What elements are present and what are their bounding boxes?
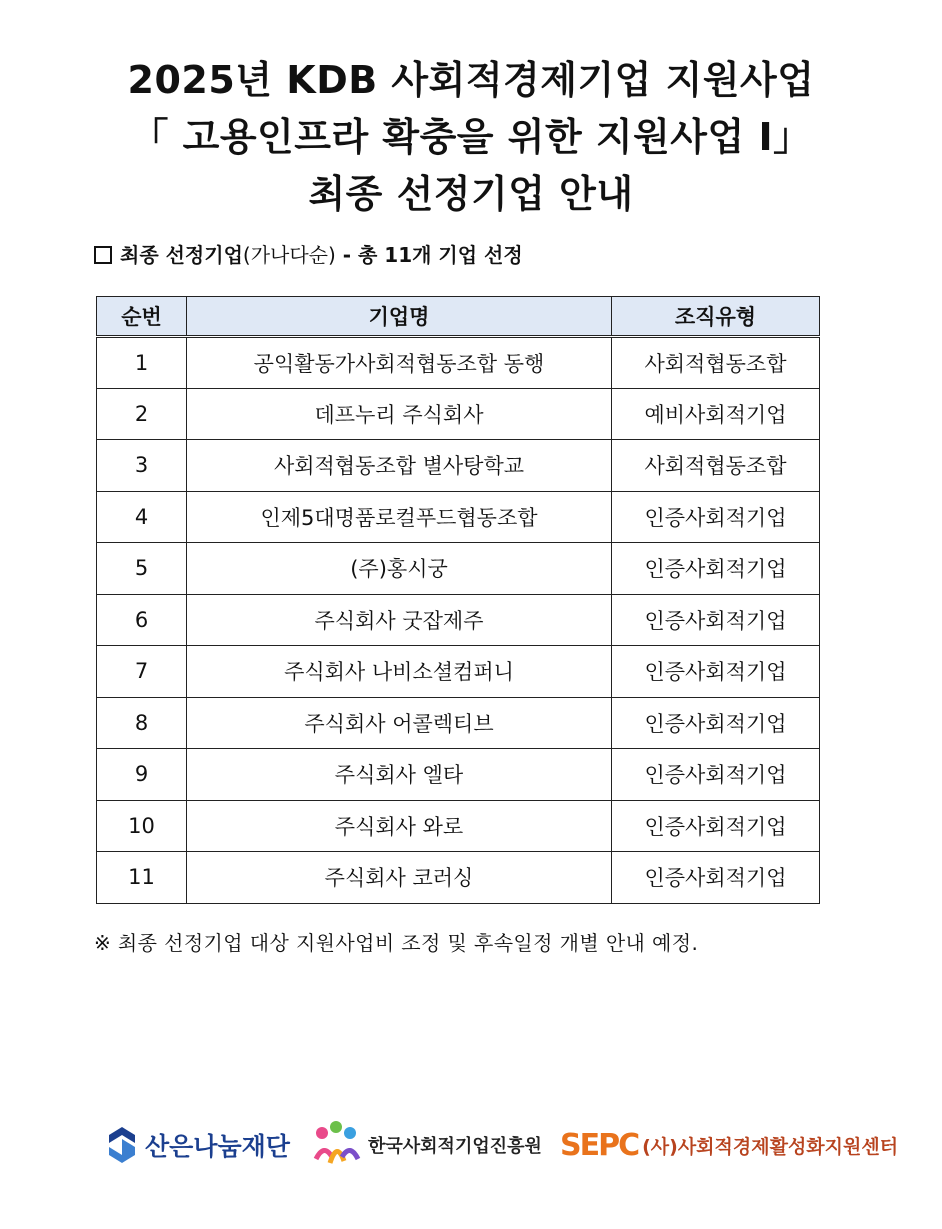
sepc-mark: SEPC — [560, 1127, 639, 1163]
page-title — [0, 52, 942, 223]
cell-company-name: 주식회사 나비소셜컴퍼니 — [187, 646, 612, 698]
cell-org-type: 사회적협동조합 — [612, 440, 820, 492]
column-header-company: 기업명 — [187, 297, 612, 337]
cell-number: 4 — [97, 491, 187, 543]
title-line-1: 2025년 KDB 사회적경제기업 지원사업 — [127, 58, 815, 102]
column-header-type: 조직유형 — [612, 297, 820, 337]
title-line-2: 「 고용인프라 확충을 위한 지원사업 Ⅰ」 — [130, 115, 812, 159]
cell-number: 9 — [97, 749, 187, 801]
section-heading-paren: (가나다순) — [242, 243, 336, 267]
sanun-logo-text: 산은나눔재단 — [145, 1132, 290, 1161]
cell-company-name: 주식회사 어콜렉티브 — [187, 697, 612, 749]
cell-org-type: 예비사회적기업 — [612, 388, 820, 440]
cell-company-name: 주식회사 와로 — [187, 800, 612, 852]
cell-org-type: 인증사회적기업 — [612, 697, 820, 749]
cell-org-type: 인증사회적기업 — [612, 646, 820, 698]
table-row — [97, 337, 820, 389]
table-row — [97, 388, 820, 440]
table-row — [97, 543, 820, 595]
cell-number: 11 — [97, 852, 187, 904]
cell-number: 6 — [97, 594, 187, 646]
cell-company-name: 데프누리 주식회사 — [187, 388, 612, 440]
table-row — [97, 440, 820, 492]
cell-org-type: 인증사회적기업 — [612, 852, 820, 904]
sanun-emblem-icon — [105, 1125, 139, 1165]
column-header-number: 순번 — [97, 297, 187, 337]
cell-number: 8 — [97, 697, 187, 749]
sepc-logo — [560, 1115, 898, 1175]
section-heading-tail: - 총 11개 기업 선정 — [335, 243, 523, 267]
cell-org-type: 인증사회적기업 — [612, 800, 820, 852]
table-row — [97, 852, 820, 904]
cell-number: 7 — [97, 646, 187, 698]
cell-org-type: 인증사회적기업 — [612, 491, 820, 543]
table-row — [97, 697, 820, 749]
footnote: ※ 최종 선정기업 대상 지원사업비 조정 및 후속일정 개별 안내 예정. — [94, 931, 699, 955]
kosea-emblem-icon — [310, 1119, 362, 1171]
cell-company-name: 공익활동가사회적협동조합 동행 — [187, 337, 612, 389]
cell-company-name: 주식회사 코러싱 — [187, 852, 612, 904]
section-heading — [94, 240, 523, 270]
cell-org-type: 인증사회적기업 — [612, 543, 820, 595]
table-row — [97, 749, 820, 801]
title-line-3: 최종 선정기업 안내 — [308, 172, 634, 216]
footer-logos — [0, 1115, 942, 1175]
cell-org-type: 사회적협동조합 — [612, 337, 820, 389]
sepc-logo-text: (사)사회적경제활성화지원센터 — [642, 1135, 899, 1158]
table-row — [97, 800, 820, 852]
sanun-logo — [105, 1115, 290, 1175]
table-row — [97, 594, 820, 646]
kosea-logo-text: 한국사회적기업진흥원 — [368, 1136, 542, 1157]
cell-org-type: 인증사회적기업 — [612, 594, 820, 646]
table-header-row — [97, 297, 820, 337]
cell-number: 10 — [97, 800, 187, 852]
checkbox-square-icon — [94, 246, 112, 264]
cell-number: 2 — [97, 388, 187, 440]
cell-number: 3 — [97, 440, 187, 492]
cell-company-name: 주식회사 엘타 — [187, 749, 612, 801]
cell-number: 5 — [97, 543, 187, 595]
table-row — [97, 646, 820, 698]
cell-company-name: 인제5대명품로컬푸드협동조합 — [187, 491, 612, 543]
kosea-logo — [310, 1115, 542, 1175]
selected-companies-table — [96, 296, 820, 904]
cell-company-name: (주)홍시궁 — [187, 543, 612, 595]
cell-company-name: 주식회사 굿잡제주 — [187, 594, 612, 646]
cell-number: 1 — [97, 337, 187, 389]
section-heading-bold: 최종 선정기업 — [120, 243, 243, 267]
cell-company-name: 사회적협동조합 별사탕학교 — [187, 440, 612, 492]
cell-org-type: 인증사회적기업 — [612, 749, 820, 801]
table-body — [97, 337, 820, 904]
table-row — [97, 491, 820, 543]
